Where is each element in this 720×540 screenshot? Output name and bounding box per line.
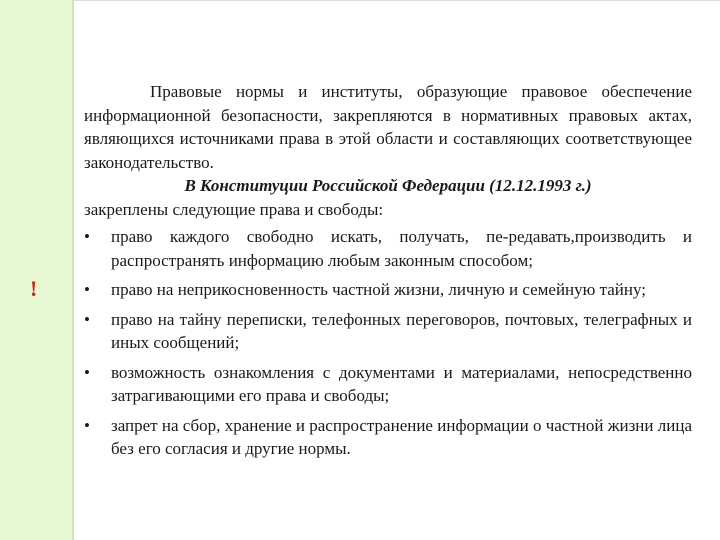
top-divider	[74, 0, 720, 1]
list-item-text: право на тайну переписки, телефонных переговоров, почтовых, телеграфных и иных сообщений;	[111, 309, 692, 352]
intro-paragraph: Правовые нормы и институты, образующие правовое обеспечение информационной безопасности, закрепляются в нормативных правовых актах, являющихся источниками права в этой области и составляющих соответствующее законодательство.	[84, 82, 692, 172]
bullet-icon: •	[84, 227, 90, 246]
exclamation-icon: !	[30, 276, 38, 301]
bullet-icon: •	[84, 362, 90, 382]
side-divider	[72, 0, 74, 540]
list-item	[84, 225, 692, 272]
bullet-icon: •	[84, 415, 90, 435]
list-item	[84, 278, 692, 302]
list-item	[84, 414, 692, 461]
bullet-icon: •	[84, 280, 90, 299]
side-band	[0, 0, 72, 540]
list-item-text: право каждого свободно искать, получать, пе-редавать,производить и распространять информацию любым законным способом;	[111, 227, 692, 270]
list-item-text: возможность ознакомления с документами и материалами, непосредственно затрагивающими его права и свободы;	[111, 362, 692, 405]
rights-list	[84, 225, 692, 461]
list-item	[84, 308, 692, 355]
list-item-text: запрет на сбор, хранение и распространение информации о частной жизни лица без его согласия и другие нормы.	[111, 415, 692, 458]
slide-content	[84, 80, 692, 467]
list-item-text: право на неприкосновенность частной жизни, личную и семейную тайну;	[111, 280, 646, 299]
constitution-lead: закреплены следующие права и свободы:	[84, 199, 384, 219]
list-item	[84, 361, 692, 408]
constitution-heading	[84, 174, 692, 198]
bullet-icon: •	[84, 309, 90, 329]
constitution-heading-text: В Конституции Российской Федерации (12.12.1993 г.)	[184, 176, 592, 195]
